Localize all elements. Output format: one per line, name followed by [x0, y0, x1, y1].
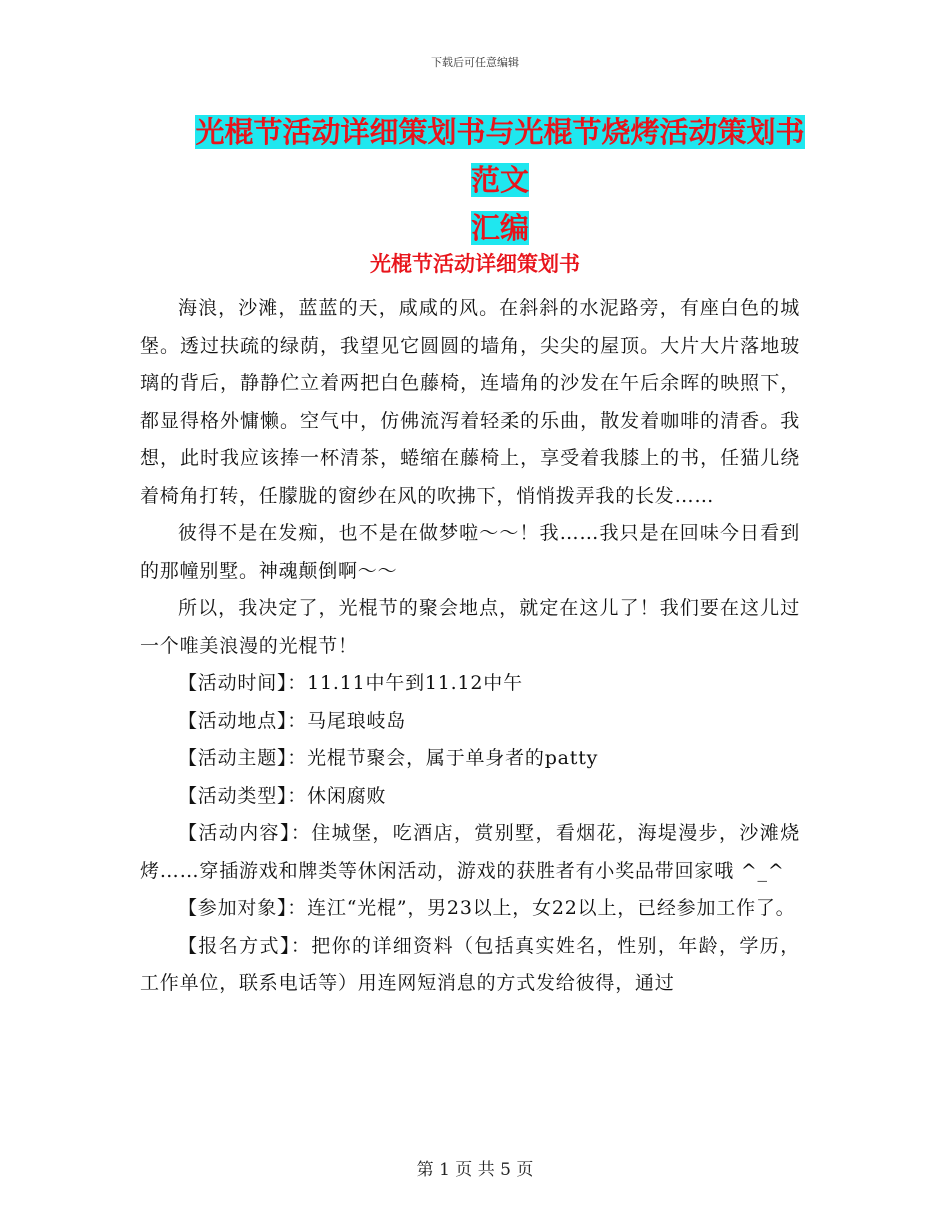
page-number-footer: 第 1 页 共 5 页: [416, 1160, 534, 1180]
document-title-line-1: 光棍节活动详细策划书与光棍节烧烤活动策划书范文: [195, 115, 805, 197]
paragraph-intro: 海浪，沙滩，蓝蓝的天，咸咸的风。在斜斜的水泥路旁，有座白色的城堡。透过扶疏的绿荫，我望见它圆圆的墙角，尖尖的屋顶。大片大片落地玻璃的背后，静静伫立着两把白色藤椅，连墙角的沙发在午后余晖的映照下，都显得格外慵懒。空气中，仿佛流泻着轻柔的乐曲，散发着咖啡的清香。我想，此时我应该捧一杯清茶，蜷缩在藤椅上，享受着我膝上的书，任猫儿绕着椅角打转，任朦胧的窗纱在风的吹拂下，悄悄拨弄我的长发……: [140, 297, 800, 507]
paragraph-decision: 所以，我决定了，光棍节的聚会地点，就定在这儿了！我们要在这儿过一个唯美浪漫的光棍节！: [140, 597, 800, 657]
paragraph-activity-time: 【活动时间】：11.11中午到11.12中午: [178, 672, 523, 694]
document-title: [190, 108, 810, 252]
document-title-line-2: 汇编: [470, 211, 529, 245]
paragraph-activity-type: 【活动类型】：休闲腐败: [178, 784, 387, 807]
header-note: 下载后可任意编辑: [431, 56, 519, 69]
paragraph-activity-content: 【活动内容】：住城堡，吃酒店，赏别墅，看烟花，海堤漫步，沙滩烧烤……穿插游戏和牌类等休闲活动，游戏的获胜者有小奖品带回家哦 ^_^: [140, 822, 800, 882]
section-heading: 光棍节活动详细策划书: [370, 252, 580, 276]
paragraph-registration: 【报名方式】：把你的详细资料（包括真实姓名，性别，年龄，学历，工作单位，联系电话等）用连网短消息的方式发给彼得，通过: [140, 934, 800, 994]
body-text: [140, 290, 800, 1003]
paragraph-activity-location: 【活动地点】：马尾琅岐岛: [178, 709, 407, 732]
paragraph-clarification: 彼得不是在发痴，也不是在做梦啦～～！我……我只是在回味今日看到的那幢别墅。神魂颠倒啊～～: [140, 522, 800, 582]
paragraph-activity-theme: 【活动主题】：光棍节聚会，属于单身者的patty: [178, 747, 599, 769]
paragraph-participants: 【参加对象】：连江“光棍”，男23以上，女22以上，已经参加工作了。: [178, 897, 796, 919]
